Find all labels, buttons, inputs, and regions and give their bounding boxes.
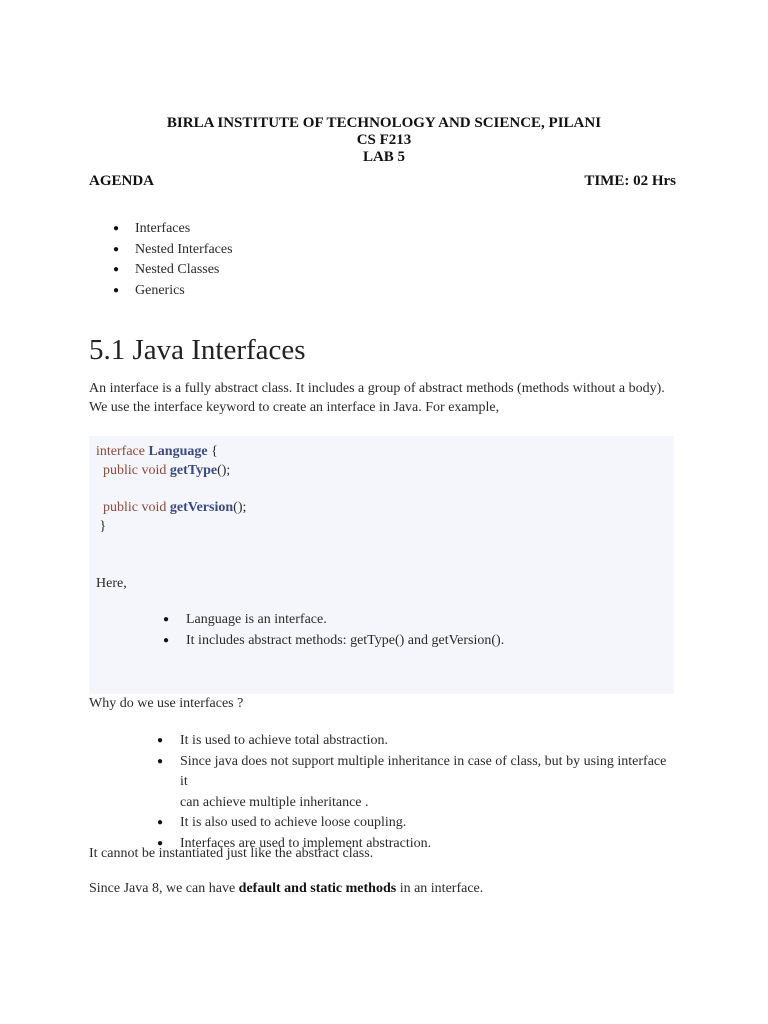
why-list	[157, 731, 677, 854]
intro-line-2: We use the interface keyword to create an interface in Java. For example,	[89, 400, 500, 415]
code-notes-list	[163, 610, 504, 651]
bullet-icon: ●	[157, 735, 164, 746]
bullet-icon: ●	[163, 614, 170, 625]
list-item	[113, 260, 233, 281]
agenda-label: AGENDA	[89, 173, 155, 189]
code-punct: {	[207, 444, 218, 459]
bullet-icon: ●	[157, 755, 164, 767]
bullet-icon: ●	[113, 223, 120, 234]
here-label: Here,	[96, 576, 127, 591]
list-item	[113, 281, 233, 302]
agenda-list	[113, 219, 233, 301]
list-item	[113, 219, 233, 240]
lab-number: LAB 5	[362, 149, 406, 165]
bullet-icon: ●	[163, 634, 170, 646]
why-reason: Since java does not support multiple inheritance in case of class, but by using interface it	[180, 753, 667, 789]
agenda-item: Interfaces	[135, 221, 191, 236]
code-line-close	[96, 517, 106, 536]
java8-suffix: in an interface.	[396, 881, 484, 896]
list-item	[163, 631, 504, 652]
why-reason: It is also used to achieve loose coupling.	[180, 815, 407, 830]
bullet-icon: ●	[157, 837, 164, 849]
code-line-gettype	[96, 461, 230, 480]
agenda-item: Generics	[135, 282, 185, 298]
list-item	[163, 610, 504, 631]
bullet-icon: ●	[113, 284, 120, 296]
code-identifier: Language	[148, 444, 208, 459]
code-method: getType	[169, 463, 218, 478]
intro-line-1: An interface is a fully abstract class. It includes a group of abstract methods (methods without a body).	[89, 381, 665, 396]
list-item	[157, 752, 677, 793]
code-punct: ();	[233, 500, 247, 515]
list-item	[157, 813, 677, 834]
code-punct: }	[96, 519, 107, 534]
code-method: getVersion	[169, 500, 234, 515]
code-note: It includes abstract methods: getType() and getVersion().	[186, 632, 505, 648]
java8-note	[89, 879, 679, 898]
bullet-icon: ●	[113, 264, 120, 275]
code-keyword: interface	[96, 444, 149, 459]
code-keyword: public void	[96, 500, 170, 515]
code-keyword: public void	[96, 463, 170, 478]
course-code: CS F213	[356, 132, 412, 148]
time-label: TIME: 02 Hrs	[584, 173, 676, 189]
agenda-item: Nested Interfaces	[135, 241, 233, 257]
why-reason-continued: can achieve multiple inheritance .	[180, 794, 369, 810]
code-note: Language is an interface.	[186, 612, 327, 627]
why-reason: Interfaces are used to implement abstraction.	[180, 835, 432, 851]
bullet-icon: ●	[113, 243, 120, 255]
java8-prefix: Since Java 8, we can have	[89, 881, 239, 896]
list-item	[157, 731, 677, 752]
java8-bold: default and static methods	[238, 881, 397, 896]
code-example-box	[89, 436, 674, 694]
why-question: Why do we use interfaces ?	[89, 696, 244, 711]
list-item	[113, 240, 233, 261]
section-heading: 5.1 Java Interfaces	[89, 334, 306, 366]
bullet-icon: ●	[157, 817, 164, 828]
institute-title: BIRLA INSTITUTE OF TECHNOLOGY AND SCIENCE, PILANI	[166, 115, 602, 131]
agenda-item: Nested Classes	[135, 262, 220, 277]
code-punct: ();	[217, 463, 231, 478]
code-line-getversion	[96, 498, 246, 517]
list-item	[157, 793, 677, 814]
instantiation-note: It cannot be instantiated just like the abstract class.	[89, 846, 374, 861]
why-reason: It is used to achieve total abstraction.	[180, 733, 388, 748]
code-line-interface	[96, 442, 218, 461]
